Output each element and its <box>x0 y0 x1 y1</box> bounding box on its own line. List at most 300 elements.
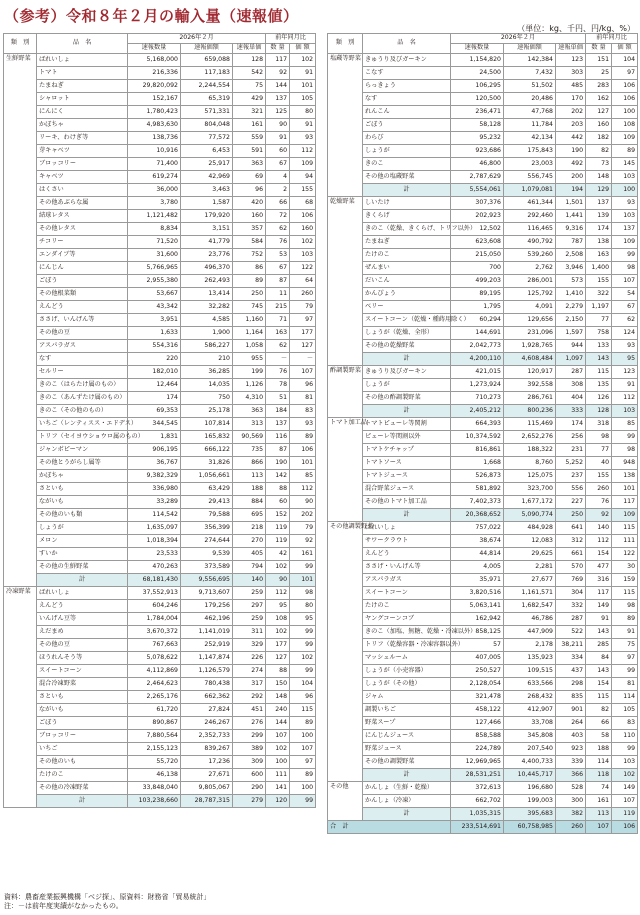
header-value-ratio: 価 額 <box>612 44 638 54</box>
cell-value-ratio: 80 <box>290 600 316 613</box>
cell-value-ratio: 68 <box>290 197 316 210</box>
cell-unit-price: 218 <box>233 522 266 535</box>
cell-item-name: しょうが（その他） <box>363 678 451 691</box>
cell-value-ratio: 93 <box>612 197 638 210</box>
cell-item-name: ブロッコリー <box>37 730 128 743</box>
cell-value-ratio: 30 <box>612 561 638 574</box>
cell-qty: 33,289 <box>128 496 181 509</box>
cell-value: 268,432 <box>504 691 556 704</box>
cell-qty: 526,873 <box>451 470 504 483</box>
table-row <box>4 119 316 132</box>
table-row <box>4 483 316 496</box>
table-row <box>4 535 316 548</box>
cell-value: 47,768 <box>504 106 556 119</box>
cell-value-ratio: 260 <box>290 288 316 301</box>
table-row <box>328 782 638 795</box>
cell-item-name: その他の乾燥野菜 <box>363 340 451 353</box>
cell-qty: 43,342 <box>128 301 181 314</box>
cell-qty: 1,668 <box>451 457 504 470</box>
subtotal-qty: 5,554,061 <box>451 184 504 197</box>
cell-value: 79,588 <box>181 509 233 522</box>
cell-qty: 36,000 <box>128 184 181 197</box>
cell-value: 20,486 <box>504 93 556 106</box>
cell-qty: 57 <box>451 639 504 652</box>
cell-value: 2,244,554 <box>181 80 233 93</box>
cell-unit-price: 1,160 <box>233 314 266 327</box>
cell-unit-price: 584 <box>233 236 266 249</box>
cell-item-name: その他のいも <box>37 756 128 769</box>
cell-qty: 9,382,329 <box>128 470 181 483</box>
category-label: トマト加工品 <box>328 418 363 522</box>
cell-unit-price: 437 <box>556 665 586 678</box>
cell-value-ratio: 107 <box>612 275 638 288</box>
cell-unit-price: 274 <box>233 665 266 678</box>
cell-value: 556,745 <box>504 171 556 184</box>
cell-qty-ratio: 155 <box>586 470 612 483</box>
cell-unit-price: 313 <box>233 418 266 431</box>
header-value-ratio: 価 額 <box>290 44 316 54</box>
cell-qty: 120,500 <box>451 93 504 106</box>
cell-unit-price: 113 <box>233 470 266 483</box>
cell-value-ratio: 115 <box>290 704 316 717</box>
cell-qty-ratio: 322 <box>586 288 612 301</box>
cell-item-name: しょうが <box>363 145 451 158</box>
cell-value: 23,776 <box>181 249 233 262</box>
cell-qty-ratio: 154 <box>586 548 612 561</box>
cell-value-ratio: 103 <box>612 210 638 223</box>
cell-item-name: ばれいしょ <box>37 587 128 600</box>
cell-unit-price: 226 <box>233 652 266 665</box>
subtotal-item-name: 計 <box>363 808 451 821</box>
cell-qty: 60,294 <box>451 314 504 327</box>
table-row <box>328 730 638 743</box>
cell-value: 447,909 <box>504 626 556 639</box>
grand-total-value: 60,758,985 <box>504 821 556 834</box>
cell-value: 116,465 <box>504 223 556 236</box>
cell-qty-ratio: 116 <box>266 431 290 444</box>
cell-qty: 923,686 <box>451 145 504 158</box>
table-row <box>328 795 638 808</box>
cell-value: 323,700 <box>504 483 556 496</box>
cell-qty-ratio: 260 <box>586 483 612 496</box>
cell-qty: 69,353 <box>128 405 181 418</box>
cell-value-ratio: 107 <box>290 366 316 379</box>
table-row <box>328 106 638 119</box>
cell-unit-price: 3,946 <box>556 262 586 275</box>
cell-value-ratio: 155 <box>290 184 316 197</box>
subtotal-row <box>328 184 638 197</box>
cell-item-name: ジャンボピーマン <box>37 444 128 457</box>
cell-qty: 1,831 <box>128 431 181 444</box>
cell-qty-ratio: 190 <box>266 457 290 470</box>
cell-value: 392,558 <box>504 379 556 392</box>
cell-item-name: トマト <box>37 67 128 80</box>
cell-unit-price: 389 <box>233 743 266 756</box>
cell-qty: 2,155,123 <box>128 743 181 756</box>
cell-value: 356,399 <box>181 522 233 535</box>
subtotal-qty-ratio: 118 <box>586 769 612 782</box>
cell-unit-price: 2,279 <box>556 301 586 314</box>
cell-value-ratio: 91 <box>290 67 316 80</box>
cell-item-name: えんどう <box>363 548 451 561</box>
subtotal-qty-ratio: 120 <box>266 795 290 808</box>
cell-value-ratio: － <box>290 353 316 366</box>
cell-qty: 55,720 <box>128 756 181 769</box>
cell-value: 9,539 <box>181 548 233 561</box>
cell-unit-price: 298 <box>556 678 586 691</box>
cell-value-ratio: 99 <box>290 561 316 574</box>
table-row <box>4 106 316 119</box>
table-row <box>328 574 638 587</box>
cell-qty: 664,393 <box>451 418 504 431</box>
subtotal-unit-price: 250 <box>556 509 586 522</box>
cell-value: 109,515 <box>504 665 556 678</box>
cell-value-ratio: 105 <box>612 704 638 717</box>
cell-item-name: きのこ（あんずたけ属のもの） <box>37 392 128 405</box>
cell-value-ratio: 93 <box>612 340 638 353</box>
cell-unit-price: 38,211 <box>556 639 586 652</box>
cell-unit-price: 429 <box>233 93 266 106</box>
cell-qty: 710,273 <box>451 392 504 405</box>
cell-unit-price: 237 <box>556 470 586 483</box>
subtotal-qty: 1,035,315 <box>451 808 504 821</box>
table-row <box>4 704 316 717</box>
cell-item-name: らっきょう <box>363 80 451 93</box>
cell-value: 839,267 <box>181 743 233 756</box>
cell-qty-ratio: 40 <box>586 457 612 470</box>
cell-qty-ratio: 60 <box>266 145 290 158</box>
table-row <box>328 314 638 327</box>
cell-qty-ratio: 77 <box>586 314 612 327</box>
grand-total-value-ratio: 106 <box>612 821 638 834</box>
subtotal-item-name: 計 <box>363 769 451 782</box>
cell-value-ratio: 64 <box>290 275 316 288</box>
cell-unit-price: 317 <box>233 678 266 691</box>
cell-value-ratio: 94 <box>290 171 316 184</box>
table-row <box>4 275 316 288</box>
cell-qty-ratio: 149 <box>586 600 612 613</box>
cell-value: 125,075 <box>504 470 556 483</box>
cell-item-name: マッシュルーム <box>363 652 451 665</box>
cell-unit-price: 321 <box>233 106 266 119</box>
cell-value-ratio: 90 <box>290 496 316 509</box>
table-row <box>328 535 638 548</box>
cell-item-name: その他の冷凍野菜 <box>37 782 128 795</box>
cell-value-ratio: 104 <box>612 54 638 67</box>
cell-item-name: アスパラガス <box>363 574 451 587</box>
cell-qty-ratio: 119 <box>266 522 290 535</box>
cell-qty: 2,128,054 <box>451 678 504 691</box>
cell-value-ratio: 137 <box>612 223 638 236</box>
cell-value: 125,792 <box>504 288 556 301</box>
grand-total-label: 合 計 <box>328 821 451 834</box>
cell-value: 63,429 <box>181 483 233 496</box>
cell-value: 490,792 <box>504 236 556 249</box>
table-row <box>4 405 316 418</box>
footnote: 注：－は前年度実績がなかったもの。 <box>4 902 123 910</box>
cell-value: 484,928 <box>504 522 556 535</box>
cell-value-ratio: 93 <box>290 132 316 145</box>
subtotal-row <box>328 769 638 782</box>
cell-item-name: いちご（レンティスス・エドデス） <box>37 418 128 431</box>
cell-qty: 458,122 <box>451 704 504 717</box>
cell-value: 750 <box>181 392 233 405</box>
cell-value: 117,183 <box>181 67 233 80</box>
cell-item-name: きくらげ <box>363 210 451 223</box>
cell-qty: 144,691 <box>451 327 504 340</box>
cell-value-ratio: 62 <box>612 314 638 327</box>
header-qty: 速報数量 <box>128 44 181 54</box>
subtotal-value: 9,556,695 <box>181 574 233 587</box>
cell-value-ratio: 101 <box>612 483 638 496</box>
cell-unit-price: 199 <box>233 366 266 379</box>
cell-qty: 53,667 <box>128 288 181 301</box>
cell-value-ratio: 89 <box>290 769 316 782</box>
cell-value: 51,502 <box>504 80 556 93</box>
header-unit-price: 速報単価 <box>556 44 586 54</box>
subtotal-value: 5,090,774 <box>504 509 556 522</box>
table-row <box>328 132 638 145</box>
cell-value: 23,003 <box>504 158 556 171</box>
cell-qty-ratio: 1,197 <box>586 301 612 314</box>
cell-qty: 3,780 <box>128 197 181 210</box>
cell-qty-ratio: 154 <box>586 678 612 691</box>
cell-qty-ratio: 60 <box>266 496 290 509</box>
cell-qty-ratio: 155 <box>586 275 612 288</box>
cell-value-ratio: 109 <box>612 132 638 145</box>
cell-qty-ratio: 114 <box>586 756 612 769</box>
cell-qty-ratio: 91 <box>266 132 290 145</box>
cell-value: 175,843 <box>504 145 556 158</box>
table-row <box>328 288 638 301</box>
table-row <box>4 678 316 691</box>
subtotal-qty: 28,531,251 <box>451 769 504 782</box>
table-row <box>4 93 316 106</box>
cell-value: 42,134 <box>504 132 556 145</box>
cell-qty: 321,478 <box>451 691 504 704</box>
cell-qty-ratio: 138 <box>586 236 612 249</box>
cell-qty-ratio: 66 <box>266 197 290 210</box>
header-qty-ratio: 数 量 <box>266 44 290 54</box>
cell-item-name: かんしょ（冷凍） <box>363 795 451 808</box>
cell-value-ratio: 83 <box>290 405 316 418</box>
cell-item-name: その他の塩蔵野菜 <box>363 171 451 184</box>
cell-unit-price: 1,126 <box>233 379 266 392</box>
cell-unit-price: 86 <box>233 262 266 275</box>
table-row <box>4 613 316 626</box>
cell-qty: 71,400 <box>128 158 181 171</box>
cell-unit-price: 297 <box>233 600 266 613</box>
cell-qty: 554,316 <box>128 340 181 353</box>
cell-qty-ratio: 163 <box>266 327 290 340</box>
subtotal-item-name: 計 <box>363 405 451 418</box>
cell-unit-price: 866 <box>233 457 266 470</box>
cell-value-ratio: 89 <box>290 717 316 730</box>
cell-item-name: しいたけ <box>363 197 451 210</box>
cell-value-ratio: 105 <box>290 93 316 106</box>
cell-qty-ratio: 141 <box>266 782 290 795</box>
table-row <box>328 418 638 431</box>
cell-item-name: きのこ（はらたけ属のもの） <box>37 379 128 392</box>
cell-qty-ratio: 151 <box>586 54 612 67</box>
cell-unit-price: 542 <box>233 67 266 80</box>
cell-value: 27,677 <box>504 574 556 587</box>
cell-value-ratio: 202 <box>290 509 316 522</box>
cell-value: 373,589 <box>181 561 233 574</box>
cell-qty-ratio: 144 <box>266 80 290 93</box>
cell-value: 17,236 <box>181 756 233 769</box>
cell-qty: 5,766,965 <box>128 262 181 275</box>
cell-qty-ratio: 162 <box>586 93 612 106</box>
cell-item-name: しょうが（乾燥、全形） <box>363 327 451 340</box>
cell-qty: 36,767 <box>128 457 181 470</box>
cell-qty-ratio: 88 <box>266 665 290 678</box>
cell-value: 135,923 <box>504 652 556 665</box>
cell-value-ratio: 149 <box>612 782 638 795</box>
table-row <box>328 756 638 769</box>
table-row <box>328 366 638 379</box>
cell-unit-price: 528 <box>556 782 586 795</box>
table-row <box>4 457 316 470</box>
cell-unit-price: 745 <box>233 301 266 314</box>
import-table-left <box>3 33 316 808</box>
cell-value: 780,438 <box>181 678 233 691</box>
cell-unit-price: 303 <box>556 67 586 80</box>
cell-qty: 4,005 <box>451 561 504 574</box>
cell-qty: 336,980 <box>128 483 181 496</box>
cell-qty-ratio: 4 <box>266 171 290 184</box>
cell-unit-price: 227 <box>556 496 586 509</box>
cell-value-ratio: 177 <box>290 327 316 340</box>
cell-unit-price: 1,441 <box>556 210 586 223</box>
cell-value: 633,566 <box>504 678 556 691</box>
cell-value: 1,161,571 <box>504 587 556 600</box>
cell-qty: 858,125 <box>451 626 504 639</box>
subtotal-row <box>328 353 638 366</box>
cell-value: 207,540 <box>504 743 556 756</box>
cell-qty-ratio: 2 <box>266 184 290 197</box>
cell-value-ratio: 127 <box>290 340 316 353</box>
cell-value-ratio: 92 <box>290 535 316 548</box>
cell-item-name: アスパラガス <box>37 340 128 353</box>
cell-item-name: なす <box>37 353 128 366</box>
cell-value: 41,779 <box>181 236 233 249</box>
cell-qty-ratio: 184 <box>266 405 290 418</box>
cell-value: 115,469 <box>504 418 556 431</box>
cell-value-ratio: 115 <box>612 587 638 600</box>
subtotal-unit-price: 333 <box>556 405 586 418</box>
cell-qty-ratio: 163 <box>586 249 612 262</box>
table-row <box>328 145 638 158</box>
cell-value-ratio: 75 <box>612 639 638 652</box>
cell-value-ratio: 161 <box>290 548 316 561</box>
subtotal-qty-ratio: 129 <box>586 184 612 197</box>
cell-value: 14,035 <box>181 379 233 392</box>
cell-qty-ratio: 42 <box>266 548 290 561</box>
grand-total-row <box>328 821 638 834</box>
cell-value: 1,587 <box>181 197 233 210</box>
cell-qty-ratio: 160 <box>586 119 612 132</box>
cell-qty: 1,784,004 <box>128 613 181 626</box>
cell-item-name: きのこ（加塩、無糖、乾燥・冷凍以外） <box>363 626 451 639</box>
cell-qty-ratio: 174 <box>586 223 612 236</box>
subtotal-qty: 68,181,430 <box>128 574 181 587</box>
subtotal-value-ratio: 99 <box>290 795 316 808</box>
header-period: 2026年２月 <box>128 34 266 44</box>
cell-value-ratio: 85 <box>290 470 316 483</box>
cell-qty: 1,635,097 <box>128 522 181 535</box>
cell-qty: 2,265,176 <box>128 691 181 704</box>
cell-qty: 1,633 <box>128 327 181 340</box>
header-category: 類 別 <box>4 34 37 54</box>
cell-qty: 2,955,380 <box>128 275 181 288</box>
cell-qty: 162,942 <box>451 613 504 626</box>
cell-item-name: なす <box>363 93 451 106</box>
cell-qty-ratio: 67 <box>266 158 290 171</box>
table-row <box>4 522 316 535</box>
cell-qty-ratio: 87 <box>266 275 290 288</box>
cell-value-ratio: 98 <box>612 262 638 275</box>
cell-unit-price: 556 <box>556 483 586 496</box>
cell-unit-price: 270 <box>233 535 266 548</box>
table-row <box>328 262 638 275</box>
table-row <box>328 522 638 535</box>
subtotal-qty: 20,368,652 <box>451 509 504 522</box>
cell-value: 7,432 <box>504 67 556 80</box>
cell-unit-price: 735 <box>233 444 266 457</box>
cell-qty-ratio: 58 <box>586 730 612 743</box>
cell-value-ratio: 100 <box>290 730 316 743</box>
cell-item-name: さといも <box>37 691 128 704</box>
subtotal-unit-price: 279 <box>233 795 266 808</box>
table-row <box>328 80 638 93</box>
cell-qty: 4,112,869 <box>128 665 181 678</box>
table-row <box>4 327 316 340</box>
cell-qty: 12,969,965 <box>451 756 504 769</box>
cell-value-ratio: 99 <box>612 431 638 444</box>
cell-qty: 5,078,622 <box>128 652 181 665</box>
cell-qty: 236,471 <box>451 106 504 119</box>
cell-item-name: その他根菜類 <box>37 288 128 301</box>
cell-unit-price: 75 <box>233 80 266 93</box>
cell-unit-price: 259 <box>233 613 266 626</box>
table-row <box>4 587 316 600</box>
cell-value: 274,644 <box>181 535 233 548</box>
cell-qty-ratio: 140 <box>586 522 612 535</box>
cell-value: 165,832 <box>181 431 233 444</box>
cell-qty-ratio: 1,400 <box>586 262 612 275</box>
cell-qty-ratio: 152 <box>266 509 290 522</box>
cell-item-name: 芽キャベツ <box>37 145 128 158</box>
cell-qty: 58,128 <box>451 119 504 132</box>
cell-qty-ratio: 144 <box>266 717 290 730</box>
cell-unit-price: 884 <box>233 496 266 509</box>
cell-unit-price: 311 <box>233 626 266 639</box>
cell-value: 262,493 <box>181 275 233 288</box>
cell-value-ratio: 106 <box>612 80 638 93</box>
cell-unit-price: 90,569 <box>233 431 266 444</box>
cell-unit-price: 309 <box>233 756 266 769</box>
cell-qty: 5,168,000 <box>128 54 181 67</box>
cell-qty: 12,464 <box>128 379 181 392</box>
cell-qty-ratio: 215 <box>266 301 290 314</box>
cell-unit-price: 200 <box>556 171 586 184</box>
cell-item-name: シャロット <box>37 93 128 106</box>
cell-item-name: チコリー <box>37 236 128 249</box>
table-row <box>4 366 316 379</box>
cell-qty: 24,500 <box>451 67 504 80</box>
subtotal-value-ratio: 101 <box>290 574 316 587</box>
